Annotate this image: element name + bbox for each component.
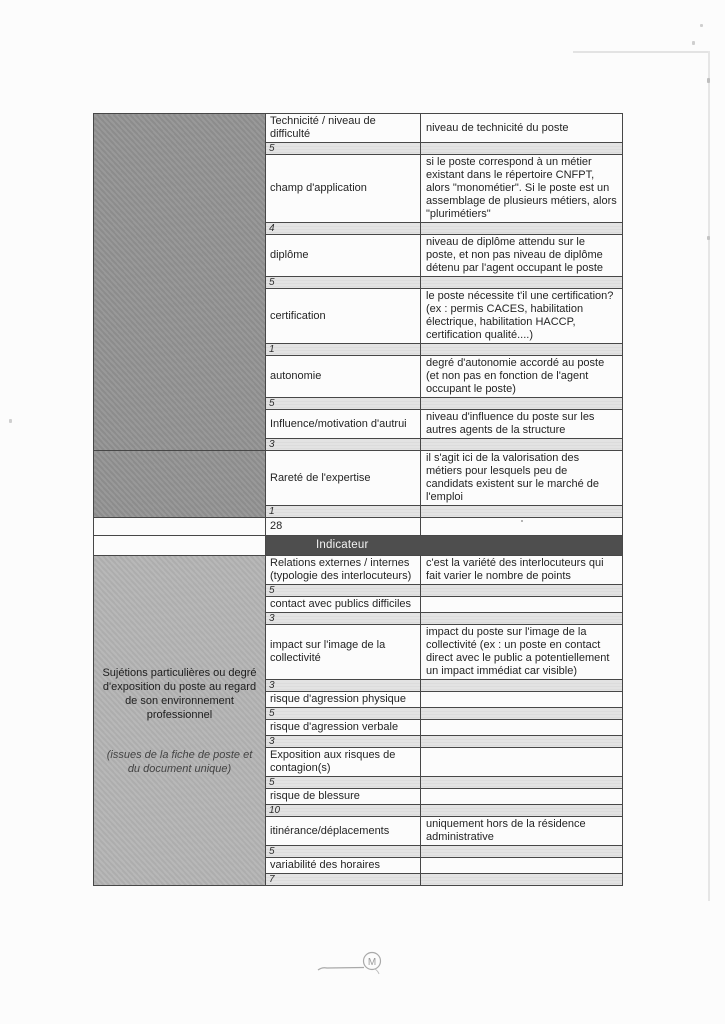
category-sublabel: (issues de la fiche de poste et du document unique) (106, 748, 253, 775)
criterion-description: niveau de diplôme attendu sur le poste, et non pas niveau de diplôme détenu par l'agent occupant le poste (421, 235, 623, 277)
points-value: 1 (266, 344, 421, 356)
points-value: 3 (266, 439, 421, 451)
empty-cell (421, 805, 623, 817)
criterion-label: certification (266, 289, 421, 344)
empty-cell (421, 680, 623, 692)
empty-cell (421, 506, 623, 518)
empty-cell (421, 736, 623, 748)
criterion-description: impact du poste sur l'image de la collectivité (ex : un poste en contact direct avec le public a potentiellement un impact immédiat car visible) (421, 625, 623, 680)
category-cell-sujetions (94, 556, 266, 886)
points-value: 3 (266, 736, 421, 748)
category-cell-top (94, 114, 266, 451)
job-evaluation-table (93, 113, 623, 886)
points-value: 4 (266, 223, 421, 235)
criterion-description: degré d'autonomie accordé au poste (et non pas en fonction de l'agent occupant le poste) (421, 356, 623, 398)
empty-cell (421, 858, 623, 874)
scan-artifact-top-line (573, 51, 709, 53)
criterion-label: champ d'application (266, 155, 421, 223)
scan-speck (9, 419, 12, 423)
category-label: Sujétions particulières ou degré d'exposition du poste au regard de son environnement professionnel (102, 666, 257, 721)
criterion-description: niveau d'influence du poste sur les autres agents de la structure (421, 410, 623, 439)
total-row (94, 518, 623, 536)
indicator-header-label: Indicateur (316, 538, 369, 551)
criterion-label: Influence/motivation d'autrui (266, 410, 421, 439)
criterion-description: le poste nécessite t'il une certification? (ex : permis CACES, habilitation électrique, habilitation HACCP, certification qualité....) (421, 289, 623, 344)
scan-speck (707, 78, 710, 83)
scan-speck (700, 24, 703, 27)
criterion-description: c'est la variété des interlocuteurs qui fait varier le nombre de points (421, 556, 623, 585)
empty-cell (421, 789, 623, 805)
empty-cell (421, 748, 623, 777)
empty-cell (421, 344, 623, 356)
points-value: 5 (266, 846, 421, 858)
criterion-label: Relations externes / internes (typologie des interlocuteurs) (266, 556, 421, 585)
category-cell-rarete (94, 451, 266, 518)
criterion-label: risque d'agression physique (266, 692, 421, 708)
scan-speck (707, 236, 710, 240)
scan-artifact-right-line (708, 51, 710, 901)
category-cell-total (94, 518, 266, 536)
criterion-label: diplôme (266, 235, 421, 277)
empty-cell (421, 846, 623, 858)
empty-cell (421, 277, 623, 289)
paraph-mark-icon (312, 946, 396, 978)
empty-cell (421, 223, 623, 235)
points-value: 10 (266, 805, 421, 817)
criterion-label: Rareté de l'expertise (266, 451, 421, 506)
total-points: 28 (266, 518, 421, 536)
empty-cell (421, 874, 623, 886)
criterion-description: uniquement hors de la résidence administrative (421, 817, 623, 846)
empty-cell (421, 708, 623, 720)
points-value: 5 (266, 143, 421, 155)
criterion-label: autonomie (266, 356, 421, 398)
criterion-description: il s'agit ici de la valorisation des métiers pour lesquels peu de candidats existent sur le marché de l'emploi (421, 451, 623, 506)
criterion-label: itinérance/déplacements (266, 817, 421, 846)
empty-cell (421, 398, 623, 410)
criterion-label: contact avec publics difficiles (266, 597, 421, 613)
criterion-description: si le poste correspond à un métier existant dans le répertoire CNFPT, alors "monométier". Si le poste est un assemblage de plusieurs métiers, alors "plurimétiers" (421, 155, 623, 223)
scan-speck (692, 41, 695, 45)
criterion-description: niveau de technicité du poste (421, 114, 623, 143)
criterion-label: Exposition aux risques de contagion(s) (266, 748, 421, 777)
empty-cell (421, 613, 623, 625)
criterion-label: variabilité des horaires (266, 858, 421, 874)
criterion-row (94, 451, 623, 506)
points-value: 5 (266, 277, 421, 289)
category-cell-indicator (94, 536, 266, 556)
empty-cell (421, 439, 623, 451)
points-value: 1 (266, 506, 421, 518)
empty-cell (421, 518, 623, 536)
indicator-header (266, 536, 623, 556)
criterion-label: risque d'agression verbale (266, 720, 421, 736)
points-value: 5 (266, 708, 421, 720)
empty-cell (421, 720, 623, 736)
points-value: 5 (266, 777, 421, 789)
empty-cell (421, 143, 623, 155)
criterion-row (94, 556, 623, 585)
empty-cell (421, 585, 623, 597)
criterion-label: impact sur l'image de la collectivité (266, 625, 421, 680)
points-value: 3 (266, 613, 421, 625)
criterion-label: Technicité / niveau de difficulté (266, 114, 421, 143)
points-value: 5 (266, 398, 421, 410)
empty-cell (421, 597, 623, 613)
criterion-label: risque de blessure (266, 789, 421, 805)
empty-cell (421, 692, 623, 708)
points-value: 5 (266, 585, 421, 597)
points-value: 3 (266, 680, 421, 692)
empty-cell (421, 777, 623, 789)
paraph-letter: M (367, 957, 377, 968)
criterion-row (94, 114, 623, 143)
indicator-header-row (94, 536, 623, 556)
points-value: 7 (266, 874, 421, 886)
